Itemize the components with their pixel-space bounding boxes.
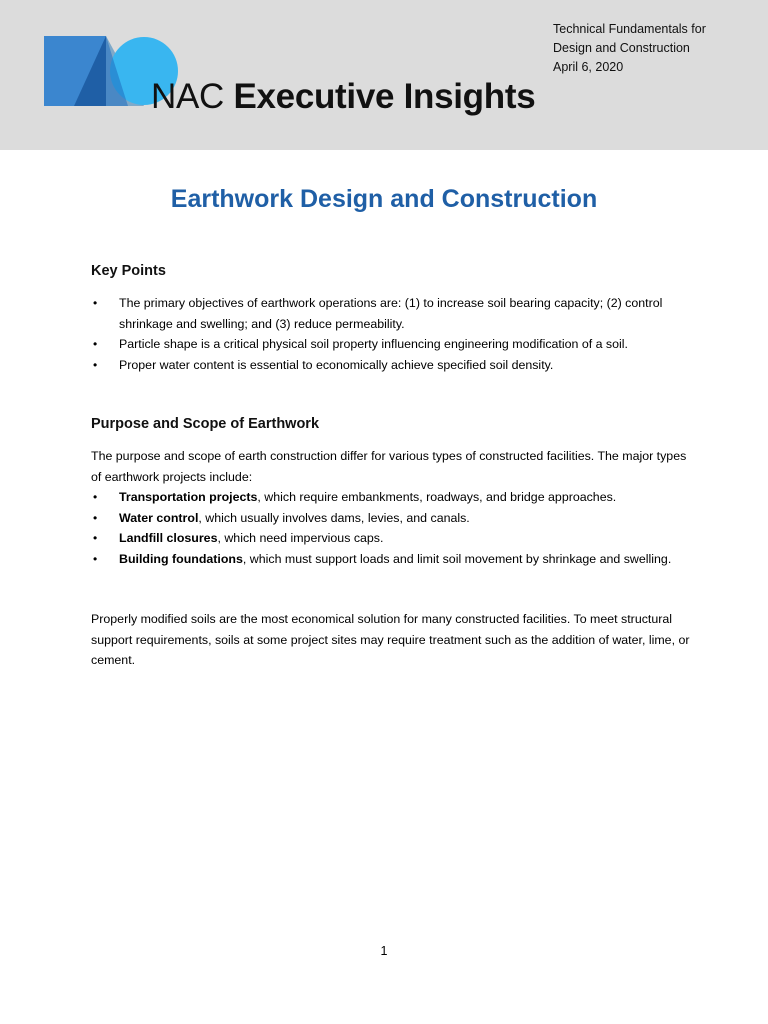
brand-title	[151, 74, 535, 120]
project-types-list	[91, 487, 691, 570]
list-item-term: Water control	[119, 510, 199, 525]
list-item	[91, 508, 691, 529]
list-item-text: , which need impervious caps.	[217, 531, 384, 546]
bullet-icon: •	[93, 510, 98, 525]
list-item	[91, 487, 691, 508]
list-item	[91, 549, 691, 570]
list-item-text: Proper water content is essential to economically achieve specified soil density.	[119, 358, 554, 373]
list-item-term: Transportation projects	[119, 490, 258, 504]
brand-prefix: NAC	[151, 77, 224, 116]
bullet-icon: •	[93, 552, 98, 567]
key-points-heading: Key Points	[91, 263, 166, 279]
list-item	[91, 528, 691, 549]
document-title: Earthwork Design and Construction	[170, 185, 598, 213]
closing-paragraph: Properly modified soils are the most economical solution for many constructed facilities. To meet structural support requirements, soils at some project sites may require treatment such as the addition of water, lime, or cement.	[91, 612, 690, 668]
list-item-text: , which usually involves dams, levies, and canals.	[198, 510, 470, 525]
page-number: 1	[380, 944, 388, 958]
brand-main: Executive Insights	[233, 77, 536, 116]
list-item-text: The primary objectives of earthwork operations are: (1) to increase soil bearing capacity; (2) control shrinkage and swelling; and (3) reduce permeability.	[119, 296, 663, 331]
list-item-text: Particle shape is a critical physical soil property influencing engineering modification of a soil.	[119, 337, 628, 352]
list-item-term: Landfill closures	[119, 531, 218, 546]
list-item	[91, 293, 691, 334]
list-item-text: , which require embankments, roadways, and bridge approaches.	[257, 490, 617, 504]
purpose-heading: Purpose and Scope of Earthwork	[91, 416, 320, 432]
header-meta-line1: Technical Fundamentals for	[553, 22, 706, 36]
bullet-icon: •	[93, 358, 98, 373]
header-meta-line2: Design and Construction	[553, 41, 690, 55]
list-item	[91, 334, 691, 355]
list-item-term: Building foundations	[119, 552, 243, 567]
bullet-icon: •	[93, 490, 98, 504]
list-item-text: , which must support loads and limit soil movement by shrinkage and swelling.	[242, 552, 672, 567]
header-band	[0, 0, 768, 150]
key-points-list	[91, 293, 691, 376]
header-meta	[553, 20, 706, 77]
bullet-icon: •	[93, 337, 98, 352]
list-item	[91, 355, 691, 376]
bullet-icon: •	[93, 531, 98, 546]
header-meta-date: April 6, 2020	[553, 60, 624, 74]
bullet-icon: •	[93, 296, 98, 310]
purpose-intro: The purpose and scope of earth construction differ for various types of constructed facilities. The major types of earthwork projects include:	[91, 449, 687, 484]
